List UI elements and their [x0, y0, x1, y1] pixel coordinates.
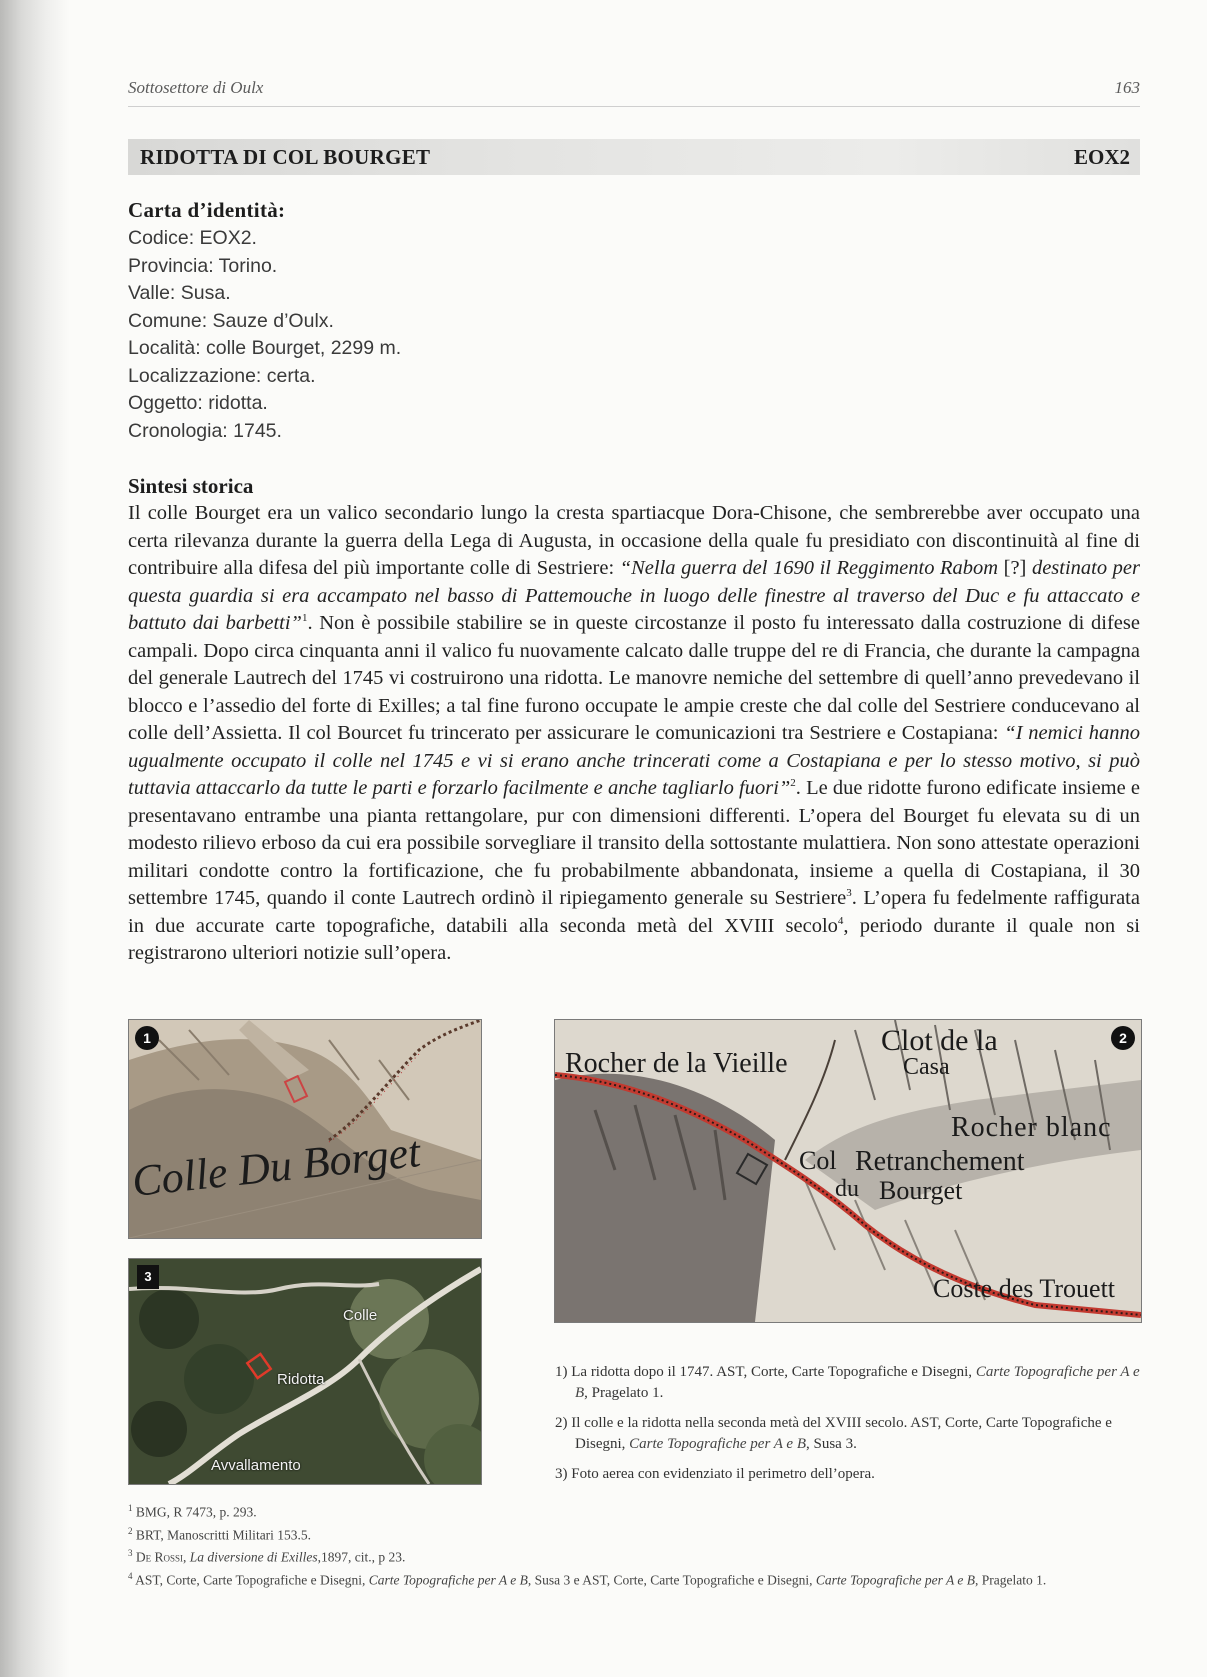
quote-1-gap: [?] — [998, 557, 1032, 579]
quote-2: “I nemici hanno ugualmente occupato il colle nel 1745 e vi si erano anche trincerati come a Costapiana e per lo stesso motivo, si può tuttavia attaccarlo da tutte le parti e forzarlo facilmente e anche tagliarlo fuori” — [128, 722, 1140, 799]
caption-2 — [555, 1413, 1140, 1455]
footnote-text: BMG, R 7473, p. 293. — [135, 1504, 257, 1520]
map-label-du: du — [835, 1176, 859, 1202]
footnote-mid: , Susa 3 e AST, Corte, Carte Topografiche e Disegni, — [527, 1572, 816, 1587]
footnote-end: ,1897, cit., p 23. — [317, 1549, 406, 1565]
photo-label-colle: Colle — [343, 1307, 378, 1324]
identity-line: Cronologia: 1745. — [128, 419, 282, 442]
map-label-col: Col — [799, 1146, 837, 1175]
caption-italic: Carte Topografiche per A e B — [575, 1364, 1140, 1401]
figure-1-map — [128, 1019, 482, 1239]
history-heading: Sintesi storica — [128, 474, 254, 498]
caption-text: 1) La ridotta dopo il 1747. AST, Corte, Carte Topografiche e Disegni, — [555, 1364, 976, 1380]
page-title: RIDOTTA DI COL BOURGET — [140, 145, 431, 169]
identity-line: Oggetto: ridotta. — [128, 392, 268, 414]
footnote-author: De Rossi — [135, 1549, 184, 1565]
quote-1: “Nella guerra del 1690 il Reggimento Rabom — [619, 557, 999, 579]
history-text: Il colle Bourget era un valico secondario lungo la cresta spartiacque Dora-Chisone, che sembrerebbe aver occupato una certa rilevanza durante la guerra della Lega di Augusta, in occasione della quale fu presidiato con discontinuità al fine di contribuire alla difesa del più importante colle di Sestriere: — [128, 502, 1140, 579]
footnote-ref: 3 — [846, 887, 852, 900]
identity-line: Comune: Sauze d’Oulx. — [128, 309, 334, 332]
history-text: , periodo durante il quale non si registrarono ulteriori notizie sull’opera. — [128, 914, 1140, 964]
caption-end: , Susa 3. — [805, 1436, 857, 1452]
footnote-number: 1 — [128, 1503, 133, 1513]
map-label-clot: Clot de la — [881, 1024, 998, 1057]
figure-number-badge: 3 — [137, 1265, 159, 1289]
figure-number-badge: 2 — [1111, 1026, 1135, 1050]
quote-1-cont: destinato per questa guardia si era accampato nel basso di Pattemouche in luogo delle finestre al traverso del Duc e fu attaccato e battuto dai barbetti” — [128, 557, 1140, 634]
footnote-text: BRT, Manoscritti Militari 153.5. — [135, 1527, 312, 1542]
footnote-number: 3 — [128, 1548, 133, 1558]
photo-label-ridotta: Ridotta — [277, 1371, 325, 1388]
footnote-number: 4 — [128, 1570, 133, 1581]
binding-shadow — [0, 0, 70, 1677]
site-code: EOX2 — [1073, 145, 1130, 169]
figure-number-badge: 1 — [135, 1026, 159, 1050]
map-label-retranchement: Retranchement — [855, 1146, 1025, 1177]
map-1-image — [129, 1020, 481, 1238]
caption-end: , Pragelato 1. — [584, 1385, 664, 1401]
history-text: . L’opera fu fedelmente raffigurata in due accurate carte topografiche, databili alla seconda metà del XVIII secolo — [128, 887, 1140, 937]
historical-summary — [128, 474, 1140, 968]
caption-1 — [555, 1362, 1140, 1404]
title-band — [128, 139, 1140, 175]
history-text: . Le due ridotte furono edificate insieme e presentavano entrambe una pianta rettangolare, pur con dimensioni differenti. L’opera del Bourget fu elevata su di un modesto rilievo erboso da cui era possibile sorvegliare il transito della sottostante mulattiera. Non sono attestate operazioni militari condotte contro la fortificazione, che fu probabilmente abbandonata, insieme a quella di Costapiana, il 30 settembre 1745, quando il conte Lautrech ordinò il ripiegamento generale su Sestriere — [128, 777, 1140, 909]
footnote — [128, 1567, 1140, 1590]
identity-line: Provincia: Torino. — [128, 254, 278, 277]
section-title: Sottosettore di Oulx — [128, 78, 264, 97]
map-label-rocher-blanc: Rocher blanc — [951, 1112, 1112, 1143]
footnotes — [128, 1499, 1140, 1589]
history-text: . Non è possibile stabilire se in queste circostanze il posto fu interessato dalla costruzione di difese campali. Dopo circa cinquanta anni il valico fu nuovamente calcato dalle truppe del re di Francia, che durante la campagna del generale Lautrech del 1745 vi costruirono una ridotta. Le manovre nemiche del settembre di quell’anno prevedevano il blocco e l’assedio del forte di Exilles; a tal fine furono occupate le ampie creste che dal colle del Sestriere conducevano al colle dell’Assietta. Il col Bourcet fu trincerato per assicurare le comunicazioni tra Sestriere e Costapiana: — [128, 612, 1140, 744]
map-label-rocher-vieille: Rocher de la Vieille — [565, 1048, 788, 1079]
caption-text: 3) Foto aerea con evidenziato il perimetro dell’opera. — [555, 1466, 875, 1482]
caption-text: 2) Il colle e la ridotta nella seconda metà del XVIII secolo. AST, Corte, Carte Topografiche e Disegni, — [555, 1415, 1112, 1452]
footnote-italic: Carte Topografiche per A e B — [815, 1572, 976, 1587]
header-rule — [128, 106, 1140, 107]
footnote-ref: 4 — [837, 914, 844, 927]
footnote-text: AST, Corte, Carte Topografiche e Disegni, — [135, 1572, 369, 1587]
footnote-ref: 1 — [301, 612, 308, 625]
running-header — [128, 78, 1140, 98]
figure-2-map — [554, 1019, 1142, 1323]
footnote-end: , Pragelato 1. — [975, 1572, 1047, 1587]
photo-label-avvallamento: Avvallamento — [211, 1457, 301, 1474]
identity-line: Località: colle Bourget, 2299 m. — [128, 337, 402, 359]
page-number: 163 — [1114, 78, 1140, 97]
identity-line: Codice: EOX2. — [128, 227, 257, 249]
footnote-italic: La diversione di Exilles — [189, 1549, 318, 1565]
footnote-italic: Carte Topografiche per A e B — [368, 1572, 528, 1587]
identity-line: Valle: Susa. — [128, 282, 231, 304]
footnote — [128, 1499, 1140, 1522]
history-paragraph — [128, 500, 1140, 968]
footnote-number: 2 — [128, 1525, 133, 1536]
figure-captions — [555, 1362, 1140, 1494]
figure-3-aerial-photo — [128, 1258, 482, 1485]
caption-3 — [555, 1464, 1140, 1485]
identity-card — [128, 198, 828, 445]
map-label-colle: Colle Du Borget — [129, 1127, 423, 1207]
footnote — [128, 1522, 1140, 1545]
map-label-bourget: Bourget — [879, 1176, 963, 1205]
footnote-ref: 2 — [790, 777, 796, 790]
identity-heading: Carta d’identità: — [128, 198, 286, 222]
caption-italic: Carte Topografiche per A e B — [629, 1436, 806, 1452]
map-label-casa: Casa — [903, 1054, 950, 1080]
map-label-coste: Coste des Trouett — [933, 1274, 1116, 1303]
identity-line: Localizzazione: certa. — [128, 364, 316, 387]
footnote: $^3$ De Rossi, La diversione di Exilles,1897, cit., p 23. — [128, 1548, 406, 1565]
